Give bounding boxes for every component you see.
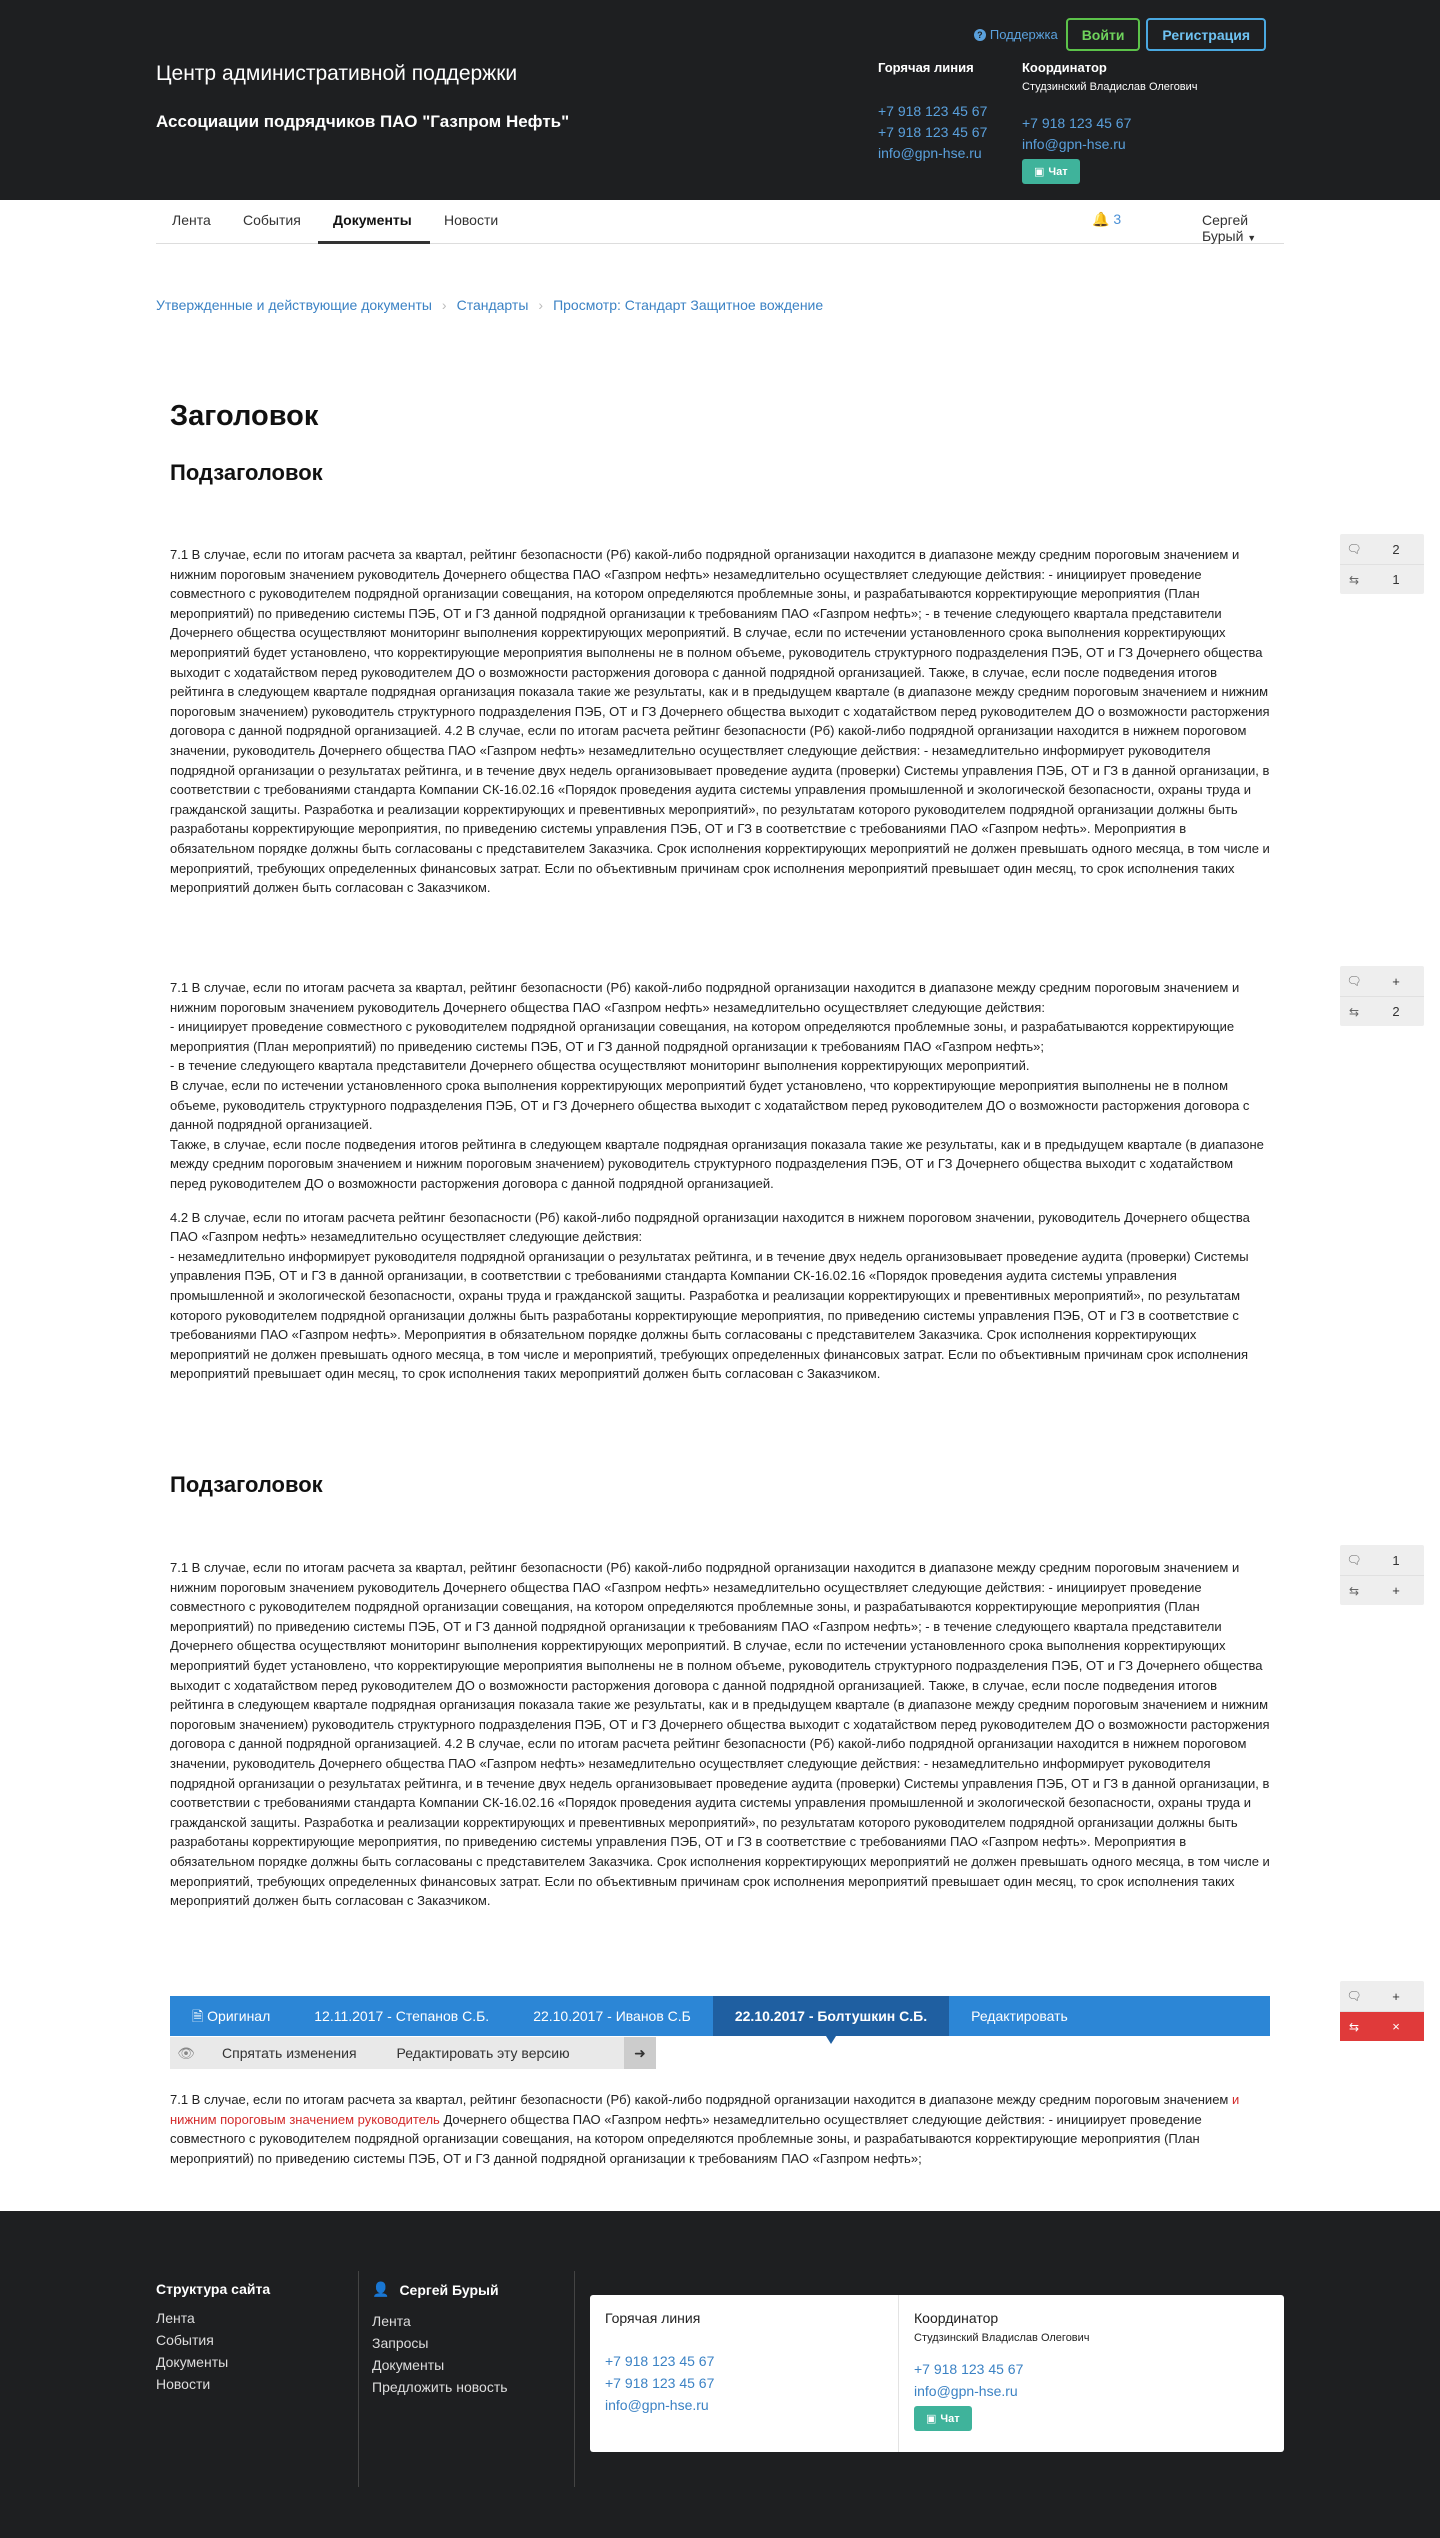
lock-icon: ▣ — [1034, 166, 1045, 178]
comments-button[interactable]: 🗨 1 — [1340, 1545, 1424, 1575]
hotline-block: Горячая линия +7 918 123 45 67 +7 918 123 45 67 info@gpn-hse.ru — [878, 60, 987, 164]
divider — [574, 2271, 575, 2487]
footer-email[interactable]: info@gpn-hse.ru — [605, 2397, 709, 2413]
lock-icon: ▣ — [926, 2413, 937, 2425]
comment-icon: 🗨 — [1346, 542, 1362, 556]
swap-icon: ⇆ — [1348, 2019, 1360, 2034]
coordinator-email[interactable]: info@gpn-hse.ru — [1022, 136, 1126, 152]
breadcrumb-documents[interactable]: Утвержденные и действующие документы — [156, 297, 432, 313]
user-menu[interactable]: Сергей Бурый ▼ — [1202, 212, 1257, 244]
comment-icon: 🗨 — [1346, 1989, 1362, 2003]
site-subtitle: Ассоциации подрядчиков ПАО "Газпром Нефть" — [156, 112, 570, 131]
versions-button[interactable]: ⇆ 2 — [1340, 996, 1424, 1026]
question-icon: ? — [974, 29, 986, 41]
comments-button[interactable]: 🗨 + — [1340, 966, 1424, 996]
version-bar — [170, 1996, 1270, 2036]
footer-link[interactable]: Документы — [372, 2357, 445, 2373]
close-versions-button[interactable]: ⇆ × — [1340, 2011, 1424, 2041]
version-original[interactable]: 🗎 Оригинал — [192, 2008, 271, 2024]
comment-icon: 🗨 — [1346, 1553, 1362, 1567]
support-link[interactable]: ? Поддержка — [974, 27, 1058, 42]
version-item[interactable]: 22.10.2017 - Иванов С.Б — [533, 2008, 691, 2024]
tab-documents[interactable]: Документы — [333, 212, 412, 228]
comment-icon: 🗨 — [1346, 974, 1362, 988]
version-item[interactable]: 12.11.2017 - Степанов С.Б. — [314, 2008, 490, 2024]
footer-link[interactable]: Новости — [156, 2376, 211, 2392]
breadcrumb — [156, 297, 823, 313]
breadcrumb-current[interactable]: Просмотр: Стандарт Защитное вождение — [553, 297, 824, 313]
notifications[interactable]: 🔔 3 — [1092, 211, 1122, 227]
paragraph-actions — [1340, 534, 1424, 594]
active-tab-indicator — [318, 241, 430, 244]
footer-user: 👤 Сергей Бурый Лента Запросы Документы Предложить новость — [372, 2281, 508, 2398]
swap-icon: ⇆ — [1348, 572, 1360, 587]
versions-button[interactable]: ⇆ + — [1340, 1575, 1424, 1605]
coordinator-block: Координатор Студзинский Владислав Олегович +7 918 123 45 67 info@gpn-hse.ru ▣ Чат — [1022, 60, 1198, 184]
footer-link[interactable]: Предложить новость — [372, 2379, 508, 2395]
tab-news[interactable]: Новости — [444, 212, 499, 228]
version-edit[interactable]: Редактировать — [971, 2008, 1068, 2024]
tab-events[interactable]: События — [243, 212, 301, 228]
footer-sitemap: Структура сайта Лента События Документы Новости — [156, 2281, 270, 2395]
hotline-email[interactable]: info@gpn-hse.ru — [878, 145, 982, 161]
swap-icon: ⇆ — [1348, 1004, 1360, 1019]
swap-icon: ⇆ — [1348, 1583, 1360, 1598]
caret-down-icon: ▼ — [1247, 233, 1257, 243]
footer-coordinator-phone[interactable]: +7 918 123 45 67 — [914, 2361, 1024, 2377]
versions-button[interactable]: ⇆ 1 — [1340, 564, 1424, 594]
footer-link[interactable]: События — [156, 2332, 214, 2348]
diff-highlight: и нижним пороговым значением руководитель — [170, 2092, 1240, 2127]
footer-chat-button[interactable]: ▣ Чат — [914, 2406, 972, 2431]
site-title[interactable]: Центр административной поддержки — [156, 62, 518, 85]
doc-title: Заголовок — [170, 400, 319, 432]
document-icon: 🗎 — [192, 2008, 204, 2024]
paragraph-actions — [1340, 966, 1424, 1026]
header — [0, 0, 1440, 200]
register-button[interactable]: Регистрация — [1146, 18, 1266, 51]
bell-icon: 🔔 — [1092, 211, 1110, 227]
footer-phone-2[interactable]: +7 918 123 45 67 — [605, 2375, 715, 2391]
footer — [0, 2211, 1440, 2538]
footer-link[interactable]: Лента — [156, 2310, 195, 2326]
comments-button[interactable]: 🗨 + — [1340, 1981, 1424, 2011]
footer-coordinator-email[interactable]: info@gpn-hse.ru — [914, 2383, 1018, 2399]
chat-button[interactable]: ▣ Чат — [1022, 159, 1080, 184]
coordinator-phone[interactable]: +7 918 123 45 67 — [1022, 115, 1132, 131]
arrow-right-icon[interactable]: ➜ — [624, 2037, 656, 2069]
login-button[interactable]: Войти — [1066, 18, 1141, 51]
user-icon: 👤 — [372, 2281, 390, 2297]
doc-subtitle: Подзаголовок — [170, 460, 323, 485]
footer-link[interactable]: Лента — [372, 2313, 411, 2329]
footer-contacts-card: Горячая линия +7 918 123 45 67 +7 918 123 45 67 info@gpn-hse.ru Координатор Студзинский Владислав Олегович +7 918 123 45 67 info@gpn-hse.ru ▣ Чат — [590, 2295, 1284, 2452]
hotline-phone-2[interactable]: +7 918 123 45 67 — [878, 124, 988, 140]
eye-icon: 👁 — [177, 2044, 195, 2061]
doc-subtitle: Подзаголовок — [170, 1472, 323, 1497]
hide-changes-button[interactable]: Спрятать изменения — [222, 2045, 357, 2061]
doc-paragraph: 7.1 В случае, если по итогам расчета за квартал, рейтинг безопасности (Рб) какой-либо подрядной организации находится в диапазоне между средним пороговым значением и нижним пороговым значением руководитель Дочернего общества ПАО «Газпром нефть» незамедлительно осуществляет следующие действия: - инициирует проведение совместного с руководителем подрядной организации совещания, на котором определяются проблемные зоны, и разрабатываются корректирующие мероприятия (План мероприятий) по приведению системы ПЭБ, ОТ и ГЗ данной подрядной организации к требованиям ПАО «Газпром нефть»; - в течение следующего квартала представители Дочернего общества осуществляют мониторинг выполнения корректирующих мероприятий. В случае, если по истечении установленного срока выполнения корректирующих мероприятий будет установлено, что корректирующие мероприятия выполнены не в полном объеме, руководитель структурного подразделения ПЭБ, ОТ и ГЗ Дочернего общества выходит с ходатайством перед руководителем ДО о возможности расторжения договора с данной подрядной организацией. Также, в случае, если после подведения итогов рейтинга в следующем квартале подрядная организация показала такие же результаты, как и в предыдущем квартале (в диапазоне между средним пороговым значением и нижним пороговым значением) руководитель структурного подразделения ПЭБ, ОТ и ГЗ Дочернего общества выходит с ходатайством перед руководителем ДО о возможности расторжения договора с данной подрядной организацией. 4.2 В случае, если по итогам расчета рейтинг безопасности (Рб) какой-либо подрядной организации находится в нижнем пороговом значении, руководитель Дочернего общества ПАО «Газпром нефть» незамедлительно осуществляет следующие действия: - незамедлительно информирует руководителя подрядной организации о результатах рейтинга, и в течение двух недель организовывает проведение аудита (проверки) Системы управления ПЭБ, ОТ и ГЗ в данной организации, в соответствии с требованиями стандарта Компании СК-16.02.16 «Порядок проведения аудита системы управления промышленной и экологической безопасности, охраны труда и гражданской защиты. Разработка и реализации корректирующих и превентивных мероприятий», по результатам которого руководителем подрядной организации должны быть разработаны корректирующие мероприятия, по приведению системы управления ПЭБ, ОТ и ГЗ в соответствие с требованиями ПАО «Газпром нефть». Мероприятия в обязательном порядке должны быть согласованы с представителем Заказчика. Срок исполнения корректирующих мероприятий не должен превышать одного месяца, в том числе и мероприятий, требующих определенных финансовых затрат. Если по объективным причинам срок исполнения мероприятий превышает один месяц, то срок исполнения таких мероприятий должен быть согласован с Заказчиком. — [170, 1560, 1270, 1909]
footer-link[interactable]: Документы — [156, 2354, 229, 2370]
footer-link[interactable]: Запросы — [372, 2335, 429, 2351]
tab-feed[interactable]: Лента — [172, 212, 211, 228]
paragraph-actions — [1340, 1545, 1424, 1605]
divider — [358, 2271, 359, 2487]
doc-paragraph: 7.1 В случае, если по итогам расчета за квартал, рейтинг безопасности (Рб) какой-либо подрядной организации находится в диапазоне между средним пороговым значением и нижним пороговым значением руководитель Дочернего общества ПАО «Газпром нефть» незамедлительно осуществляет следующие действия: - инициирует проведение совместного с руководителем подрядной организации совещания, на котором определяются проблемные зоны, и разрабатываются корректирующие мероприятия (План мероприятий) по приведению системы ПЭБ, ОТ и ГЗ данной подрядной организации к требованиям ПАО «Газпром нефть»; - в течение следующего квартала представители Дочернего общества осуществляют мониторинг выполнения корректирующих мероприятий. В случае, если по истечении установленного срока выполнения корректирующих мероприятий будет установлено, что корректирующие мероприятия выполнены не в полном объеме, руководитель структурного подразделения ПЭБ, ОТ и ГЗ Дочернего общества выходит с ходатайством перед руководителем ДО о возможности расторжения договора с данной подрядной организацией. Также, в случае, если после подведения итогов рейтинга в следующем квартале подрядная организация показала такие же результаты, как и в предыдущем квартале (в диапазоне между средним пороговым значением и нижним пороговым значением) руководитель структурного подразделения ПЭБ, ОТ и ГЗ Дочернего общества выходит с ходатайством перед руководителем ДО о возможности расторжения договора с данной подрядной организацией. 4.2 В случае, если по итогам расчета рейтинг безопасности (Рб) какой-либо подрядной организации находится в нижнем пороговом значении, руководитель Дочернего общества ПАО «Газпром нефть» незамедлительно осуществляет следующие действия: - незамедлительно информирует руководителя подрядной организации о результатах рейтинга, и в течение двух недель организовывает проведение аудита (проверки) Системы управления ПЭБ, ОТ и ГЗ в данной организации, в соответствии с требованиями стандарта Компании СК-16.02.16 «Порядок проведения аудита системы управления промышленной и экологической безопасности, охраны труда и гражданской защиты. Разработка и реализации корректирующих и превентивных мероприятий», по результатам которого руководителем подрядной организации должны быть разработаны корректирующие мероприятия, по приведению системы управления ПЭБ, ОТ и ГЗ в соответствие с требованиями ПАО «Газпром нефть». Мероприятия в обязательном порядке должны быть согласованы с представителем Заказчика. Срок исполнения корректирующих мероприятий не должен превышать одного месяца, в том числе и мероприятий, требующих определенных финансовых затрат. Если по объективным причинам срок исполнения мероприятий превышает один месяц, то срок исполнения таких мероприятий должен быть согласован с Заказчиком. — [170, 547, 1270, 896]
comments-button[interactable]: 🗨 2 — [1340, 534, 1424, 564]
breadcrumb-separator: › — [538, 297, 544, 313]
main-nav — [156, 200, 1284, 244]
version-toolbar — [170, 2037, 656, 2069]
version-item-active[interactable]: 22.10.2017 - Болтушкин С.Б. — [713, 1996, 949, 2036]
edit-version-button[interactable]: Редактировать эту версию — [396, 2045, 570, 2061]
doc-paragraph-diff: 7.1 В случае, если по итогам расчета за квартал, рейтинг безопасности (Рб) какой-либо подрядной организации находится в диапазоне между средним пороговым значением и нижним пороговым значением руководитель Дочернего общества ПАО «Газпром нефть» незамедлительно осуществляет следующие действия: - инициирует проведение совместного с руководителем подрядной организации совещания, на котором определяются проблемные зоны, и разрабатываются корректирующие мероприятия (План мероприятий) по приведению системы ПЭБ, ОТ и ГЗ данной подрядной организации к требованиям ПАО «Газпром нефть»; — [170, 2092, 1240, 2166]
divider — [898, 2295, 899, 2452]
breadcrumb-separator: › — [441, 297, 447, 313]
breadcrumb-standards[interactable]: Стандарты — [456, 297, 529, 313]
paragraph-actions — [1340, 1981, 1424, 2041]
footer-phone-1[interactable]: +7 918 123 45 67 — [605, 2353, 715, 2369]
hotline-phone-1[interactable]: +7 918 123 45 67 — [878, 103, 988, 119]
doc-paragraph: 7.1 В случае, если по итогам расчета за квартал, рейтинг безопасности (Рб) какой-либо подрядной организации находится в диапазоне между средним пороговым значением и нижним пороговым значением руководитель Дочернего общества ПАО «Газпром нефть» незамедлительно осуществляет следующие действия: - инициирует проведение совместного с руководителем подрядной организации совещания, на котором определяются проблемные зоны, и разрабатываются корректирующие мероприятия (План мероприятий) по приведению системы ПЭБ, ОТ и ГЗ данной подрядной организации к требованиям ПАО «Газпром нефть»; - в течение следующего квартала представители Дочернего общества осуществляют мониторинг выполнения корректирующих мероприятий. В случае, если по истечении установленного срока выполнения корректирующих мероприятий будет установлено, что корректирующие мероприятия выполнены не в полном объеме, руководитель структурного подразделения ПЭБ, ОТ и ГЗ Дочернего общества выходит с ходатайством перед руководителем ДО о возможности расторжения договора с данной подрядной организацией. Также, в случае, если после подведения итогов рейтинга в следующем квартале подрядная организация показала такие же результаты, как и в предыдущем квартале (в диапазоне между средним пороговым значением и нижним пороговым значением) руководитель структурного подразделения ПЭБ, ОТ и ГЗ Дочернего общества выходит с ходатайством перед руководителем ДО о возможности расторжения договора с данной подрядной организацией. 4.2 В случае, если по итогам расчета рейтинг безопасности (Рб) какой-либо подрядной организации находится в нижнем пороговом значении, руководитель Дочернего общества ПАО «Газпром нефть» незамедлительно осуществляет следующие действия: - незамедлительно информирует руководителя подрядной организации о результатах рейтинга, и в течение двух недель организовывает проведение аудита (проверки) Системы управления ПЭБ, ОТ и ГЗ в данной организации, в соответствии с требованиями стандарта Компании СК-16.02.16 «Порядок проведения аудита системы управления промышленной и экологической безопасности, охраны труда и гражданской защиты. Разработка и реализации корректирующих и превентивных мероприятий», по результатам которого руководителем подрядной организации должны быть разработаны корректирующие мероприятия, по приведению системы управления ПЭБ, ОТ и ГЗ в соответствие с требованиями ПАО «Газпром нефть». Мероприятия в обязательном порядке должны быть согласованы с представителем Заказчика. Срок исполнения корректирующих мероприятий не должен превышать одного месяца, в том числе и мероприятий, требующих определенных финансовых затрат. Если по объективным причинам срок исполнения мероприятий превышает один месяц, то срок исполнения таких мероприятий должен быть согласован с Заказчиком. — [170, 980, 1264, 1382]
